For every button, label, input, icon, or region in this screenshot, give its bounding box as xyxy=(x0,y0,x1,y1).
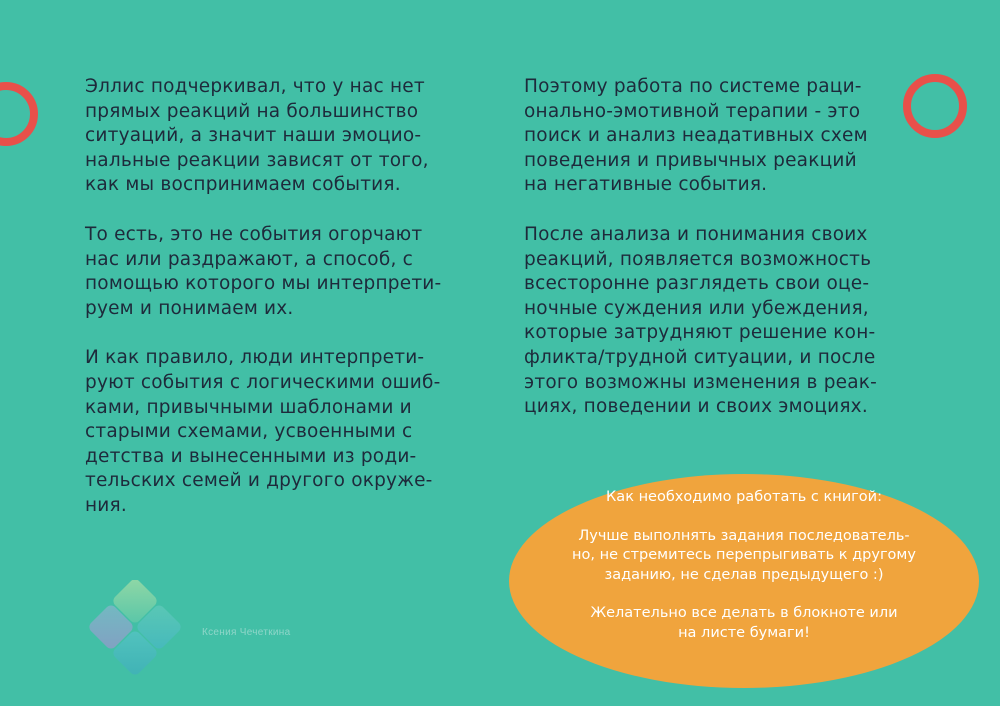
right-column-text-line: ночные суждения или убеждения, xyxy=(524,297,869,319)
callout-body xyxy=(509,527,979,644)
left-column-text-line: ками, привычными шаблонами и xyxy=(85,396,412,418)
left-column-text-line: старыми схемами, усвоенными с xyxy=(85,421,413,443)
right-column-text-line: После анализа и понимания своих xyxy=(524,223,868,245)
left-column-text-line: руют события с логическими ошиб- xyxy=(85,371,441,393)
left-column-text-line: нас или раздражают, а способ, с xyxy=(85,248,413,270)
left-column-text-line: ситуаций, а значит наши эмоцио- xyxy=(85,125,422,147)
left-column-text-line: тельских семей и другого окруже- xyxy=(85,470,433,492)
right-text-column xyxy=(524,75,924,445)
right-column-text-line: этого возможны изменения в реак- xyxy=(524,371,878,393)
right-column-text-line: поведения и привычных реакций xyxy=(524,149,857,171)
callout-text-line: но, не стремитесь перепрыгивать к другому xyxy=(572,547,916,563)
right-column-text-line: всесторонне разглядеть свои оце- xyxy=(524,273,870,295)
right-column-paragraph xyxy=(524,75,924,198)
left-column-paragraph xyxy=(85,75,465,198)
left-column-text-line: руем и понимаем их. xyxy=(85,297,294,319)
right-column-text-line: реакций, появляется возможность xyxy=(524,248,872,270)
author-name: Ксения Чечеткина xyxy=(202,627,291,638)
left-column-text-line: И как правило, люди интерпрети- xyxy=(85,347,425,369)
left-column-text-line: ния. xyxy=(85,494,127,516)
callout-text-line: Желательно все делать в блокноте или xyxy=(590,605,898,621)
left-column-text-line: прямых реакций на большинство xyxy=(85,100,419,122)
right-column-paragraph xyxy=(524,223,924,420)
left-text-column xyxy=(85,75,465,544)
callout-paragraph xyxy=(509,527,979,586)
right-column-text-line: Поэтому работа по системе раци- xyxy=(524,76,862,97)
instructions-callout xyxy=(509,474,979,688)
left-column-text-line: помощью которого мы интерпрети- xyxy=(85,273,442,295)
left-column-paragraph xyxy=(85,223,465,321)
left-column-text-line: Эллис подчеркивал, что у нас нет xyxy=(85,76,425,97)
right-column-text-line: циях, поведении и своих эмоциях. xyxy=(524,396,868,418)
callout-text-line: Лучше выполнять задания последователь- xyxy=(578,527,910,544)
left-column-text-line: То есть, это не события огорчают xyxy=(85,223,423,245)
left-column-paragraph xyxy=(85,346,465,518)
left-column-text-line: как мы воспринимаем события. xyxy=(85,174,401,196)
callout-text-line: на листе бумаги! xyxy=(678,624,810,641)
left-column-text-line: детства и вынесенными из роди- xyxy=(85,445,417,467)
right-column-text-line: на негативные события. xyxy=(524,174,768,196)
author-logo-icon xyxy=(80,580,200,690)
callout-text-line: заданию, не сделав предыдущего :) xyxy=(604,566,884,583)
decorative-ring-left-icon xyxy=(0,82,38,146)
right-column-text-line: фликта/трудной ситуации, и после xyxy=(524,346,876,368)
callout-heading: Как необходимо работать с книгой: xyxy=(606,489,882,505)
right-column-text-line: поиск и анализ неадативных схем xyxy=(524,125,868,147)
right-column-text-line: которые затрудняют решение кон- xyxy=(524,322,876,344)
callout-paragraph xyxy=(509,604,979,643)
left-column-text-line: нальные реакции зависят от того, xyxy=(85,149,429,171)
right-column-text-line: онально-эмотивной терапии - это xyxy=(524,100,861,122)
